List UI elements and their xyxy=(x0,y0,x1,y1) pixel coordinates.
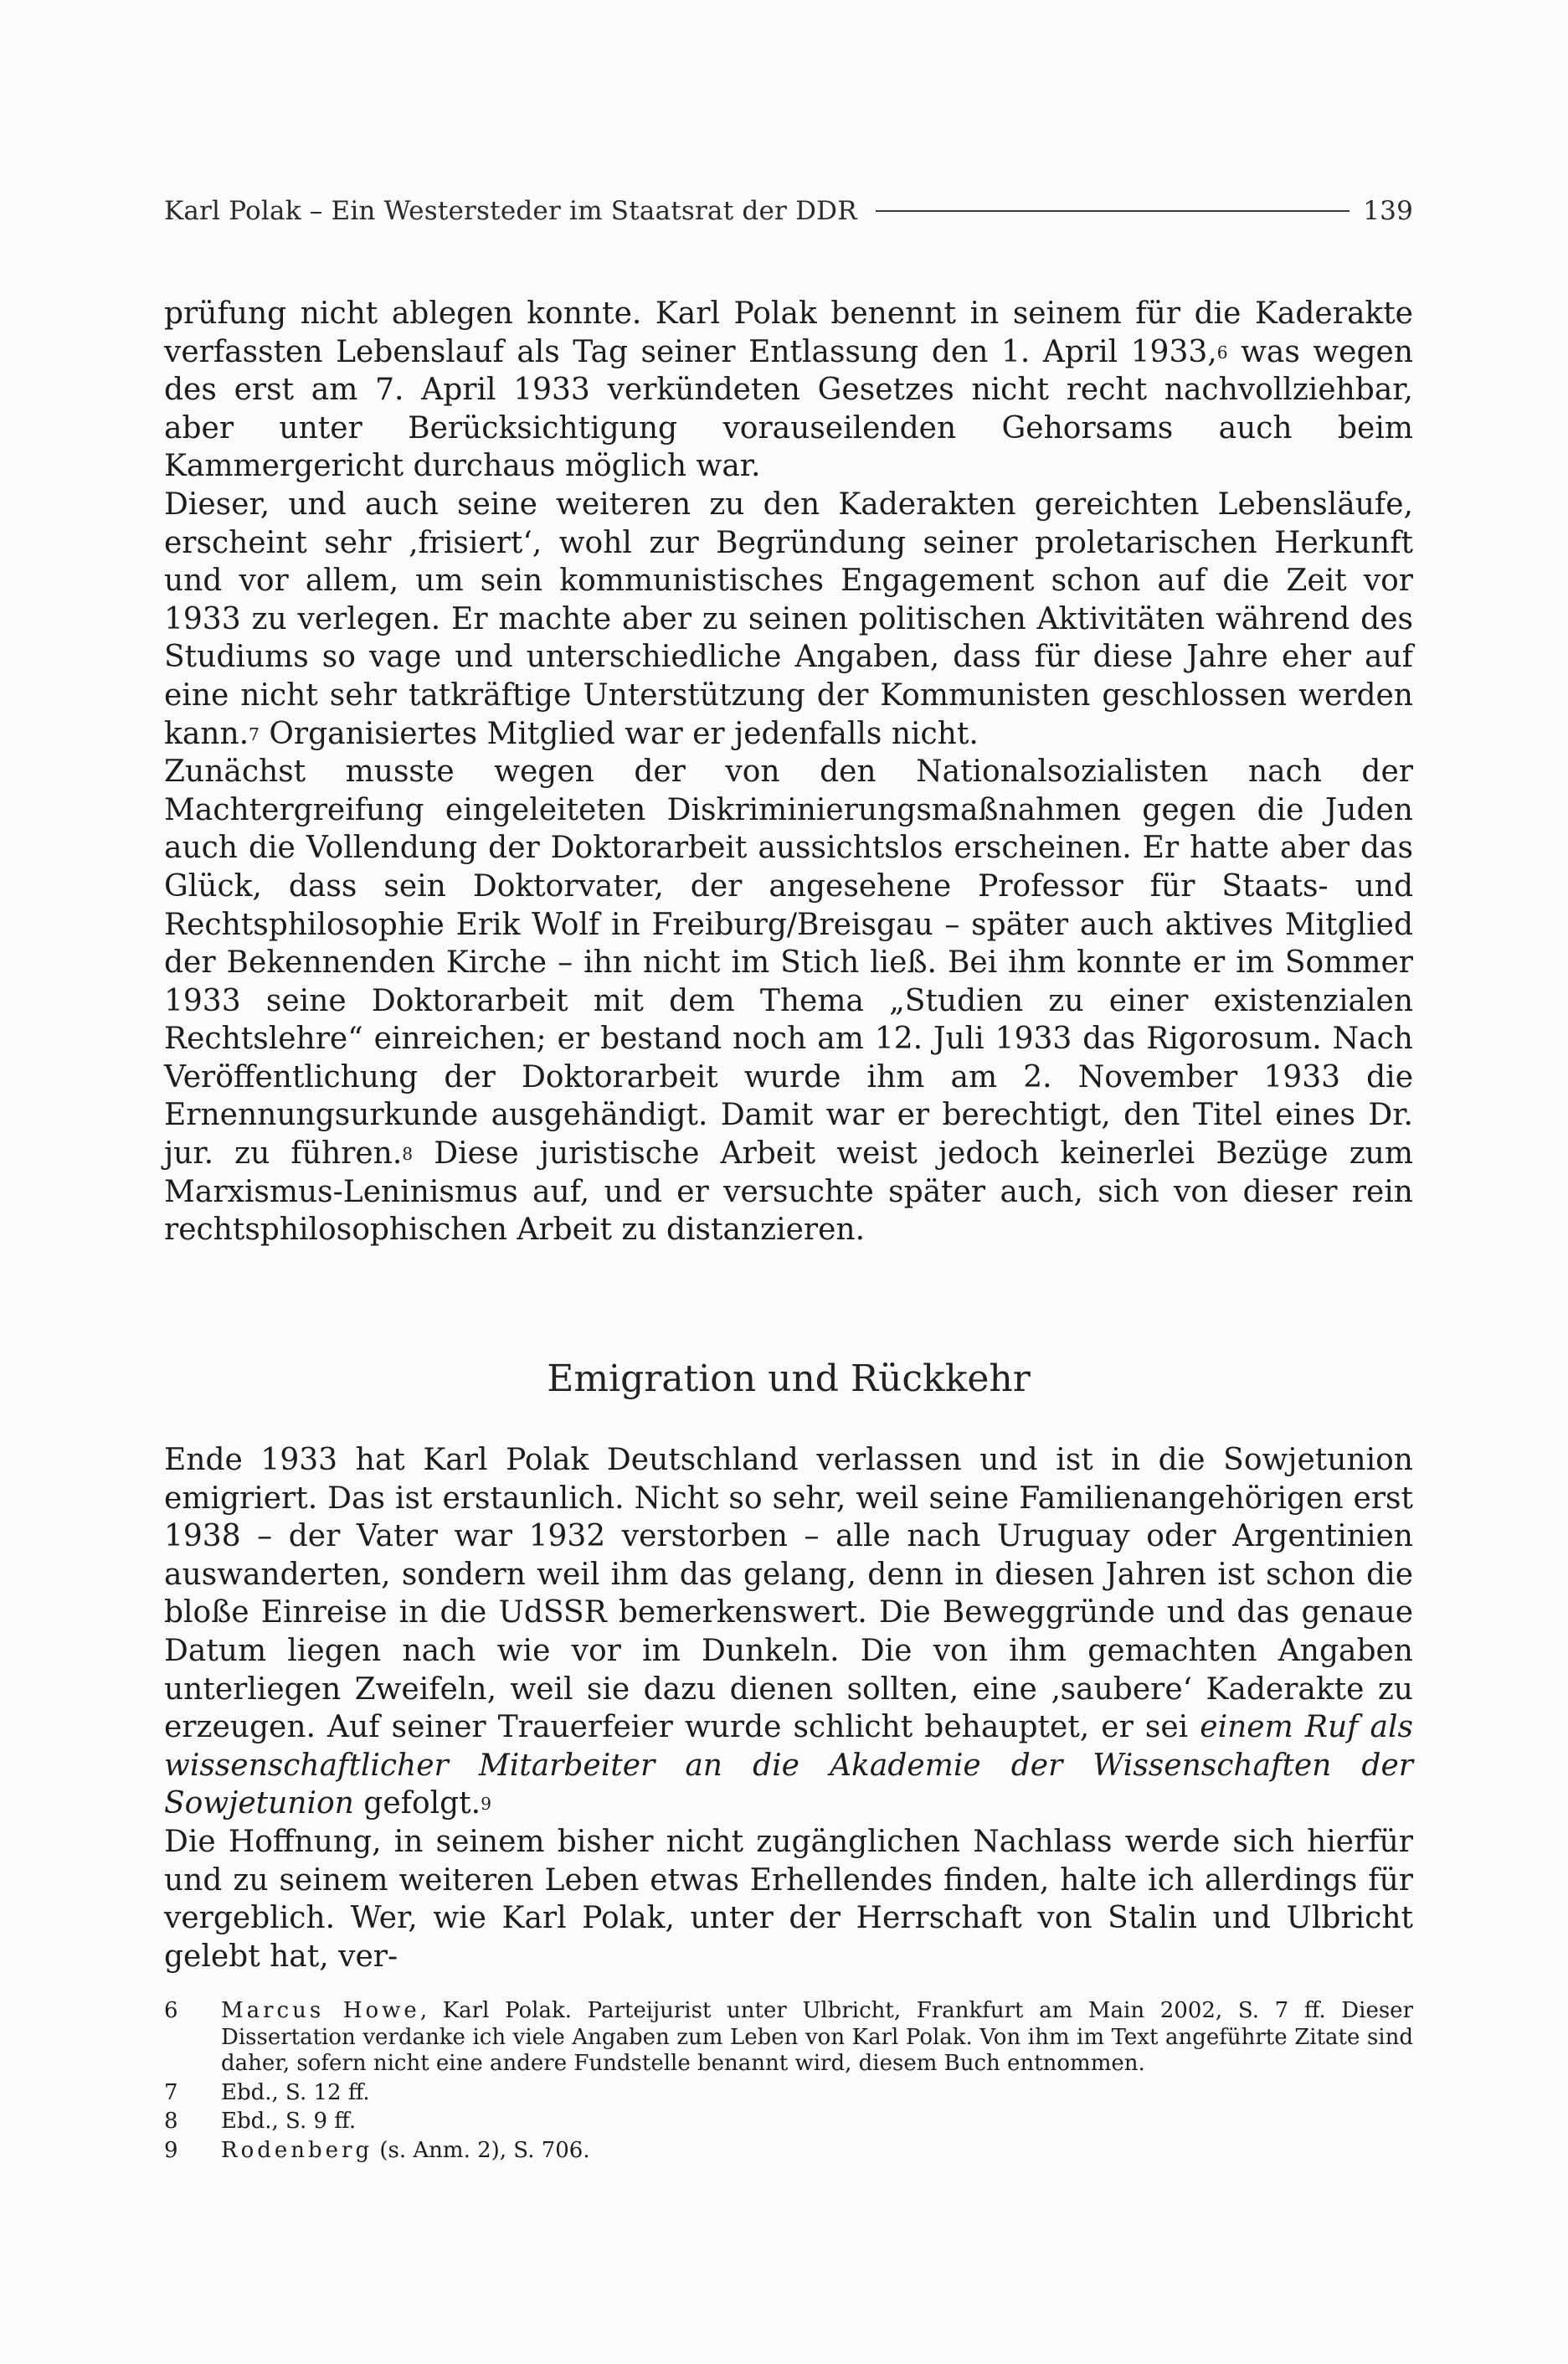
paragraph xyxy=(164,295,1413,486)
paragraph xyxy=(164,486,1413,753)
running-title: Karl Polak – Ein Westersteder im Staatsrat der DDR xyxy=(164,196,857,226)
footnote-ref-7[interactable]: 7 xyxy=(249,724,260,744)
text-run: Diese juristische Arbeit weist jedoch keinerlei Bezüge zum Marxismus-Leninismus auf, und er versuchte später auch, sich von dieser rein rechtsphilosophischen Arbeit zu distanzieren. xyxy=(164,1136,1413,1248)
text-run: Zunächst musste wegen der von den Nationalsozialisten nach der Machtergreifung eingeleiteten Diskriminierungsmaßnahmen gegen die Juden auch die Vollendung der Doktorarbeit aussichtslos erscheinen. Er hatte aber das Glück, dass sein Doktorvater, der angesehene Professor für Staats- und Rechtsphilosophie Erik Wolf in Freiburg/Breisgau – später auch aktives Mitglied der Bekennenden Kirche – ihn nicht im Stich ließ. Bei ihm konnte er im Sommer 1933 seine Doktorarbeit mit dem Thema „Studien zu einer existenzialen Rechtslehre“ einreichen; er bestand noch am 12. Juli 1933 das Rigorosum. Nach Veröffentlichung der Doktorarbeit wurde ihm am 2. November 1933 die Ernennungsurkunde ausgehändigt. Damit war er berechtigt, den Titel eines Dr. jur. zu führen. xyxy=(164,755,1413,1172)
footnote-number: 7 xyxy=(164,2079,178,2105)
header-rule xyxy=(876,210,1350,212)
footnote-body: , Karl Polak. Parteijurist unter Ulbricht, Frankfurt am Main 2002, S. 7 ff. Dieser Dissertation verdanke ich viele Angaben zum Leben von Karl Polak. Von ihm im Text angeführte Zitate sind daher, sofern nicht eine andere Fundstelle benannt wird, diesem Buch entnommen. xyxy=(221,1998,1413,2076)
text-run: gefolgt. xyxy=(353,1786,481,1821)
text-run: prüfung nicht ablegen konnte. Karl Polak benennt in seinem für die Kaderakte verfassten Lebenslauf als Tag seiner Entlassung den 1. April 1933, xyxy=(164,296,1413,369)
footnote-text xyxy=(221,2138,1413,2165)
footnote-body: Ebd., S. 12 ff. xyxy=(221,2079,370,2105)
text-run: Dieser, und auch seine weiteren zu den Kaderakten gereichten Lebensläufe, erscheint sehr ‚frisiert‘, wohl zur Begründung seiner proletarischen Herkunft und vor allem, um sein kommunistisches Engagement schon auf die Zeit vor 1933 zu verlegen. Er machte aber zu seinen politischen Aktivitäten während des Studiums so vage und unterschiedliche Angaben, dass für diese Jahre eher auf eine nicht sehr tatkräftige Unterstützung der Kommunisten geschlossen werden kann. xyxy=(164,487,1413,751)
section-heading: Emigration und Rückkehr xyxy=(547,1357,1031,1400)
footnote-ref-9[interactable]: 9 xyxy=(481,1794,491,1815)
footnote xyxy=(164,2109,1413,2135)
paragraph xyxy=(164,753,1413,1249)
footnotes xyxy=(164,1998,1413,2166)
footnote xyxy=(164,2138,1413,2165)
page-number: 139 xyxy=(1363,196,1413,226)
footnote-author: Rodenberg xyxy=(221,2137,373,2163)
text-run: was wegen des erst am 7. April 1933 verkündeten Gesetzes nicht recht nachvollziehbar, aber unter Berücksichtigung vorauseilenden Gehorsams auch beim Kammergericht durchaus möglich war. xyxy=(164,334,1414,484)
footnote-body: Ebd., S. 9 ff. xyxy=(221,2109,357,2134)
footnote-number: 9 xyxy=(164,2137,178,2163)
section2-body xyxy=(164,1441,1413,1975)
footnote-ref-8[interactable]: 8 xyxy=(402,1144,414,1165)
footnote-author: Marcus Howe xyxy=(221,1998,420,2023)
paragraph xyxy=(164,1441,1413,1823)
italic-quote: einem Ruf als wissenschaftlicher Mitarbeiter an die Akademie der Wissenschaften der Sowjetunion xyxy=(164,1710,1413,1821)
footnote xyxy=(164,2080,1413,2107)
text-run: Ende 1933 hat Karl Polak Deutschland verlassen und ist in die Sowjetunion emigriert. Das ist erstaunlich. Nicht so sehr, weil seine Familienangehörigen erst 1938 – der Vater war 1932 verstorben – alle nach Uruguay oder Argentinien auswanderten, sondern weil ihm das gelang, denn in diesen Jahren ist schon die bloße Einreise in die UdSSR bemerkenswert. Die Beweggründe und das genaue Datum liegen nach wie vor im Dunkeln. Die von ihm gemachten Angaben unterliegen Zweifeln, weil sie dazu dienen sollten, eine ‚saubere‘ Kaderakte zu erzeugen. Auf seiner Trauerfeier wurde schlicht behauptet, er sei xyxy=(164,1443,1413,1745)
footnote-ref-6[interactable]: 6 xyxy=(1216,342,1228,363)
footnote xyxy=(164,1998,1413,2078)
paragraph: Die Hoffnung, in seinem bisher nicht zugänglichen Nachlass werde sich hierfür und zu seinem weiteren Leben etwas Erhellendes finden, halte ich allerdings für vergeblich. Wer, wie Karl Polak, unter der Herrschaft von Stalin und Ulbricht gelebt hat, ver- xyxy=(164,1824,1413,1974)
text-run: Organisiertes Mitglied war er jedenfalls nicht. xyxy=(259,716,979,751)
running-head xyxy=(164,196,1413,226)
footnote-text xyxy=(221,1998,1413,2078)
footnote-body: (s. Anm. 2), S. 706. xyxy=(373,2137,590,2163)
footnote-number: 8 xyxy=(164,2109,178,2134)
footnote-number: 6 xyxy=(164,1998,178,2023)
section1-body xyxy=(164,295,1413,1249)
